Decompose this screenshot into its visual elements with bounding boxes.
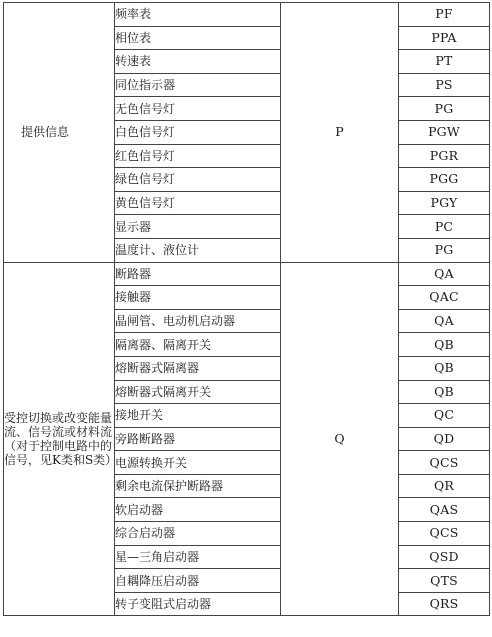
device-code-cell: QA xyxy=(399,262,490,286)
device-name-cell: 频率表 xyxy=(115,3,281,27)
device-code-cell: QTS xyxy=(399,569,490,593)
device-code-cell: PGG xyxy=(399,168,490,192)
device-code-table xyxy=(3,2,490,616)
device-name-cell: 电源转换开关 xyxy=(115,451,281,475)
device-name-cell: 综合启动器 xyxy=(115,522,281,546)
device-name-cell: 温度计、液位计 xyxy=(115,238,281,262)
device-name-cell: 剩余电流保护断路器 xyxy=(115,474,281,498)
table-row xyxy=(4,262,490,286)
device-code-cell: PC xyxy=(399,215,490,239)
device-code-cell: QAS xyxy=(399,498,490,522)
device-code-cell: PT xyxy=(399,50,490,74)
device-name-cell: 熔断器式隔离器 xyxy=(115,356,281,380)
device-code-cell: QA xyxy=(399,309,490,333)
device-code-cell: QB xyxy=(399,333,490,357)
device-name-cell: 熔断器式隔离开关 xyxy=(115,380,281,404)
table-row xyxy=(4,3,490,27)
device-name-cell: 自耦降压启动器 xyxy=(115,569,281,593)
device-code-cell: PF xyxy=(399,3,490,27)
device-name-cell: 相位表 xyxy=(115,26,281,50)
category-cell: 提供信息 xyxy=(4,3,115,263)
device-name-cell: 星—三角启动器 xyxy=(115,545,281,569)
device-name-cell: 红色信号灯 xyxy=(115,144,281,168)
device-code-cell: PPA xyxy=(399,26,490,50)
device-code-cell: QCS xyxy=(399,451,490,475)
device-name-cell: 无色信号灯 xyxy=(115,97,281,121)
device-code-cell: PS xyxy=(399,73,490,97)
device-code-cell: QSD xyxy=(399,545,490,569)
device-name-cell: 旁路断路器 xyxy=(115,427,281,451)
device-name-cell: 隔离器、隔离开关 xyxy=(115,333,281,357)
device-code-cell: QAC xyxy=(399,286,490,310)
device-name-cell: 同位指示器 xyxy=(115,73,281,97)
device-name-cell: 转速表 xyxy=(115,50,281,74)
device-code-cell: PG xyxy=(399,97,490,121)
device-name-cell: 转子变阻式启动器 xyxy=(115,592,281,616)
device-code-cell: QD xyxy=(399,427,490,451)
device-name-cell: 晶闸管、电动机启动器 xyxy=(115,309,281,333)
device-name-cell: 绿色信号灯 xyxy=(115,168,281,192)
class-letter-cell: P xyxy=(281,3,399,263)
table-body xyxy=(4,3,490,616)
device-code-cell: PGW xyxy=(399,120,490,144)
class-letter-cell: Q xyxy=(281,262,399,616)
device-code-cell: PGR xyxy=(399,144,490,168)
device-code-cell: PGY xyxy=(399,191,490,215)
device-code-cell: PG xyxy=(399,238,490,262)
category-cell: 受控切换或改变能量流、信号流或材料流（对于控制电路中的信号，见K类和S类） xyxy=(4,262,115,616)
device-code-cell: QCS xyxy=(399,522,490,546)
device-name-cell: 黄色信号灯 xyxy=(115,191,281,215)
device-code-cell: QB xyxy=(399,380,490,404)
device-code-cell: QB xyxy=(399,356,490,380)
device-name-cell: 白色信号灯 xyxy=(115,120,281,144)
device-code-cell: QRS xyxy=(399,592,490,616)
device-code-cell: QR xyxy=(399,474,490,498)
device-name-cell: 接触器 xyxy=(115,286,281,310)
device-name-cell: 显示器 xyxy=(115,215,281,239)
device-code-cell: QC xyxy=(399,404,490,428)
device-name-cell: 软启动器 xyxy=(115,498,281,522)
device-name-cell: 接地开关 xyxy=(115,404,281,428)
device-name-cell: 断路器 xyxy=(115,262,281,286)
